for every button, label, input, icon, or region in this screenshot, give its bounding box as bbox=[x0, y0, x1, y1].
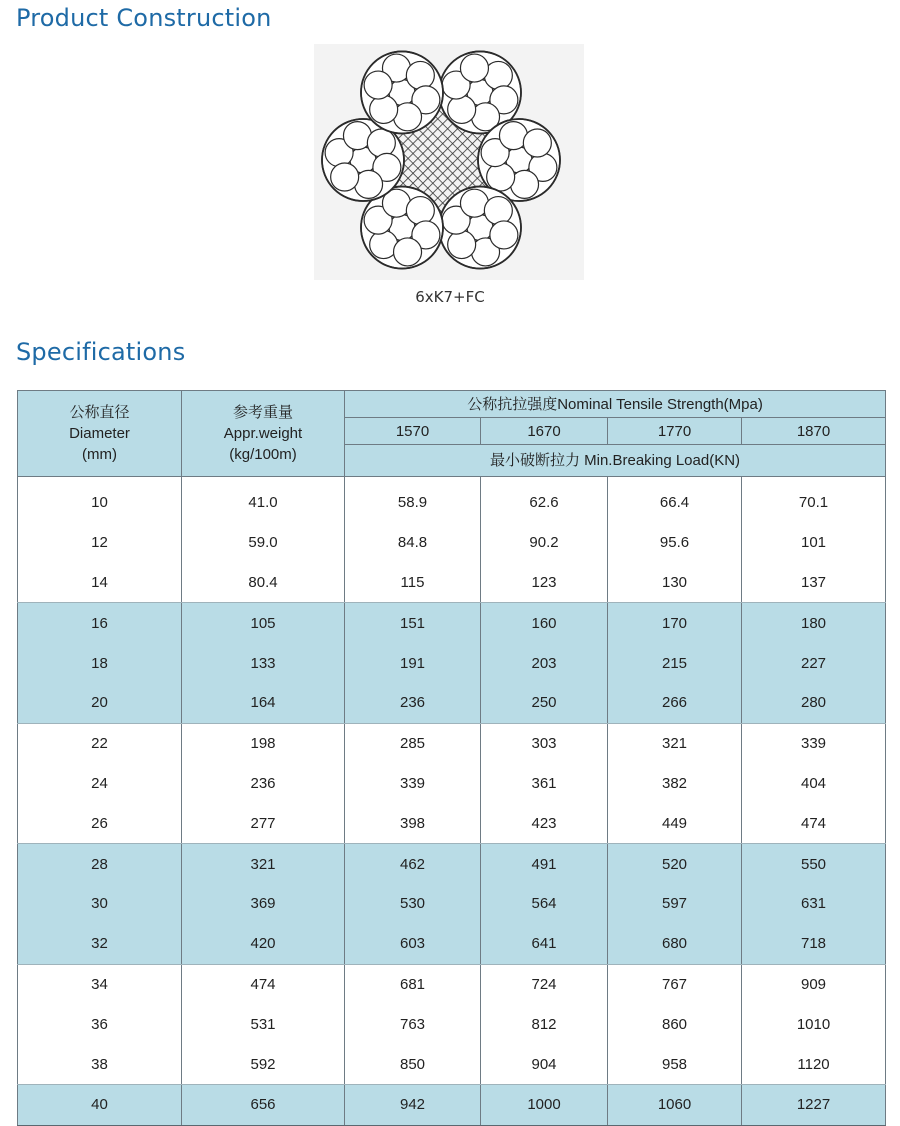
cell-weight: 277 bbox=[182, 803, 345, 843]
cell-breaking-load: 339 bbox=[742, 723, 886, 763]
header-grade: 1670 bbox=[481, 418, 608, 445]
cell-breaking-load: 1227 bbox=[742, 1084, 886, 1125]
outer-wire bbox=[487, 163, 515, 191]
cell-weight: 531 bbox=[182, 1004, 345, 1044]
cell-weight: 105 bbox=[182, 603, 345, 643]
cell-breaking-load: 491 bbox=[481, 844, 608, 884]
cell-diameter: 38 bbox=[18, 1044, 182, 1084]
figure-caption: 6xK7+FC bbox=[415, 288, 485, 306]
cell-breaking-load: 641 bbox=[481, 924, 608, 964]
header-diameter bbox=[18, 391, 182, 477]
table-row bbox=[18, 764, 886, 804]
table-row bbox=[18, 1044, 886, 1084]
cell-breaking-load: 101 bbox=[742, 523, 886, 563]
cell-weight: 321 bbox=[182, 844, 345, 884]
cell-breaking-load: 942 bbox=[345, 1084, 481, 1125]
cell-breaking-load: 191 bbox=[345, 643, 481, 683]
cell-diameter: 18 bbox=[18, 643, 182, 683]
cell-breaking-load: 530 bbox=[345, 884, 481, 924]
table-row bbox=[18, 477, 886, 523]
cell-breaking-load: 266 bbox=[608, 683, 742, 723]
cell-diameter: 24 bbox=[18, 764, 182, 804]
cell-breaking-load: 597 bbox=[608, 884, 742, 924]
cell-breaking-load: 130 bbox=[608, 563, 742, 603]
table-row bbox=[18, 643, 886, 683]
outer-wire bbox=[370, 95, 398, 123]
header-grade: 1570 bbox=[345, 418, 481, 445]
cell-breaking-load: 767 bbox=[608, 964, 742, 1004]
table-row bbox=[18, 924, 886, 964]
cell-breaking-load: 474 bbox=[742, 803, 886, 843]
header-breaking-load: 最小破断拉力 Min.Breaking Load(KN) bbox=[345, 445, 886, 477]
table-header bbox=[18, 391, 886, 477]
cell-breaking-load: 236 bbox=[345, 683, 481, 723]
cell-diameter: 12 bbox=[18, 523, 182, 563]
cell-breaking-load: 180 bbox=[742, 603, 886, 643]
cell-breaking-load: 958 bbox=[608, 1044, 742, 1084]
cell-breaking-load: 404 bbox=[742, 764, 886, 804]
cell-breaking-load: 62.6 bbox=[481, 477, 608, 523]
outer-wire bbox=[523, 129, 551, 157]
header-tensile-strength: 公称抗拉强度Nominal Tensile Strength(Mpa) bbox=[345, 391, 886, 418]
section-title-specifications: Specifications bbox=[16, 338, 186, 366]
cell-breaking-load: 321 bbox=[608, 723, 742, 763]
cell-breaking-load: 66.4 bbox=[608, 477, 742, 523]
header-diameter-en: Diameter bbox=[69, 425, 130, 442]
outer-wire bbox=[484, 197, 512, 225]
cell-breaking-load: 449 bbox=[608, 803, 742, 843]
header-diameter-unit: (mm) bbox=[82, 446, 117, 463]
header-diameter-cn: 公称直径 bbox=[69, 404, 130, 421]
cell-weight: 80.4 bbox=[182, 563, 345, 603]
cell-breaking-load: 398 bbox=[345, 803, 481, 843]
cell-weight: 474 bbox=[182, 964, 345, 1004]
cell-breaking-load: 123 bbox=[481, 563, 608, 603]
table-row bbox=[18, 723, 886, 763]
cell-breaking-load: 904 bbox=[481, 1044, 608, 1084]
cell-weight: 592 bbox=[182, 1044, 345, 1084]
outer-wire bbox=[460, 54, 488, 82]
cell-breaking-load: 203 bbox=[481, 643, 608, 683]
cell-diameter: 36 bbox=[18, 1004, 182, 1044]
cell-breaking-load: 718 bbox=[742, 924, 886, 964]
cell-breaking-load: 285 bbox=[345, 723, 481, 763]
table-body bbox=[18, 477, 886, 1126]
cell-breaking-load: 95.6 bbox=[608, 523, 742, 563]
cell-breaking-load: 151 bbox=[345, 603, 481, 643]
cell-breaking-load: 339 bbox=[345, 764, 481, 804]
outer-wire bbox=[331, 163, 359, 191]
cell-breaking-load: 84.8 bbox=[345, 523, 481, 563]
cell-weight: 236 bbox=[182, 764, 345, 804]
cell-breaking-load: 631 bbox=[742, 884, 886, 924]
cell-breaking-load: 680 bbox=[608, 924, 742, 964]
cell-breaking-load: 763 bbox=[345, 1004, 481, 1044]
cell-weight: 59.0 bbox=[182, 523, 345, 563]
header-weight bbox=[182, 391, 345, 477]
cell-weight: 369 bbox=[182, 884, 345, 924]
cell-breaking-load: 1000 bbox=[481, 1084, 608, 1125]
header-weight-unit: (kg/100m) bbox=[229, 446, 297, 463]
cell-breaking-load: 603 bbox=[345, 924, 481, 964]
table-row bbox=[18, 563, 886, 603]
cell-diameter: 34 bbox=[18, 964, 182, 1004]
outer-wire bbox=[490, 221, 518, 249]
cell-breaking-load: 90.2 bbox=[481, 523, 608, 563]
cell-weight: 133 bbox=[182, 643, 345, 683]
cell-breaking-load: 115 bbox=[345, 563, 481, 603]
cell-diameter: 32 bbox=[18, 924, 182, 964]
rope-cross-section-diagram bbox=[314, 44, 584, 280]
cell-breaking-load: 1010 bbox=[742, 1004, 886, 1044]
cell-breaking-load: 303 bbox=[481, 723, 608, 763]
cell-breaking-load: 423 bbox=[481, 803, 608, 843]
cell-weight: 198 bbox=[182, 723, 345, 763]
table-row bbox=[18, 844, 886, 884]
cell-breaking-load: 520 bbox=[608, 844, 742, 884]
cell-breaking-load: 70.1 bbox=[742, 477, 886, 523]
cell-breaking-load: 160 bbox=[481, 603, 608, 643]
cell-diameter: 20 bbox=[18, 683, 182, 723]
cell-diameter: 30 bbox=[18, 884, 182, 924]
cell-diameter: 16 bbox=[18, 603, 182, 643]
cell-breaking-load: 215 bbox=[608, 643, 742, 683]
cell-breaking-load: 1060 bbox=[608, 1084, 742, 1125]
cell-weight: 656 bbox=[182, 1084, 345, 1125]
table-row bbox=[18, 523, 886, 563]
outer-wire bbox=[364, 71, 392, 99]
rope-cross-section-figure bbox=[314, 44, 584, 280]
cell-breaking-load: 564 bbox=[481, 884, 608, 924]
cell-breaking-load: 462 bbox=[345, 844, 481, 884]
table-row bbox=[18, 1004, 886, 1044]
header-weight-en: Appr.weight bbox=[223, 425, 303, 442]
outer-wire bbox=[448, 95, 476, 123]
cell-diameter: 40 bbox=[18, 1084, 182, 1125]
table-row bbox=[18, 803, 886, 843]
table-row bbox=[18, 683, 886, 723]
section-title-construction: Product Construction bbox=[16, 4, 272, 32]
cell-weight: 420 bbox=[182, 924, 345, 964]
cell-diameter: 26 bbox=[18, 803, 182, 843]
header-grade: 1770 bbox=[608, 418, 742, 445]
table-row bbox=[18, 884, 886, 924]
header-grade: 1870 bbox=[742, 418, 886, 445]
cell-breaking-load: 58.9 bbox=[345, 477, 481, 523]
cell-breaking-load: 681 bbox=[345, 964, 481, 1004]
cell-breaking-load: 850 bbox=[345, 1044, 481, 1084]
outer-wire bbox=[367, 129, 395, 157]
cell-breaking-load: 170 bbox=[608, 603, 742, 643]
outer-wire bbox=[406, 197, 434, 225]
cell-breaking-load: 280 bbox=[742, 683, 886, 723]
cell-breaking-load: 860 bbox=[608, 1004, 742, 1044]
specifications-table bbox=[17, 390, 886, 1126]
table-row bbox=[18, 964, 886, 1004]
header-weight-cn: 参考重量 bbox=[232, 404, 293, 421]
cell-breaking-load: 909 bbox=[742, 964, 886, 1004]
cell-breaking-load: 382 bbox=[608, 764, 742, 804]
cell-weight: 164 bbox=[182, 683, 345, 723]
cell-breaking-load: 227 bbox=[742, 643, 886, 683]
cell-diameter: 22 bbox=[18, 723, 182, 763]
cell-breaking-load: 137 bbox=[742, 563, 886, 603]
cell-weight: 41.0 bbox=[182, 477, 345, 523]
cell-breaking-load: 250 bbox=[481, 683, 608, 723]
outer-wire bbox=[448, 231, 476, 259]
cell-breaking-load: 361 bbox=[481, 764, 608, 804]
cell-breaking-load: 812 bbox=[481, 1004, 608, 1044]
cell-diameter: 14 bbox=[18, 563, 182, 603]
outer-wire bbox=[394, 238, 422, 266]
cell-breaking-load: 724 bbox=[481, 964, 608, 1004]
table-row bbox=[18, 1084, 886, 1125]
cell-breaking-load: 550 bbox=[742, 844, 886, 884]
cell-diameter: 10 bbox=[18, 477, 182, 523]
cell-breaking-load: 1120 bbox=[742, 1044, 886, 1084]
cell-diameter: 28 bbox=[18, 844, 182, 884]
table-row bbox=[18, 603, 886, 643]
outer-wire bbox=[406, 61, 434, 89]
